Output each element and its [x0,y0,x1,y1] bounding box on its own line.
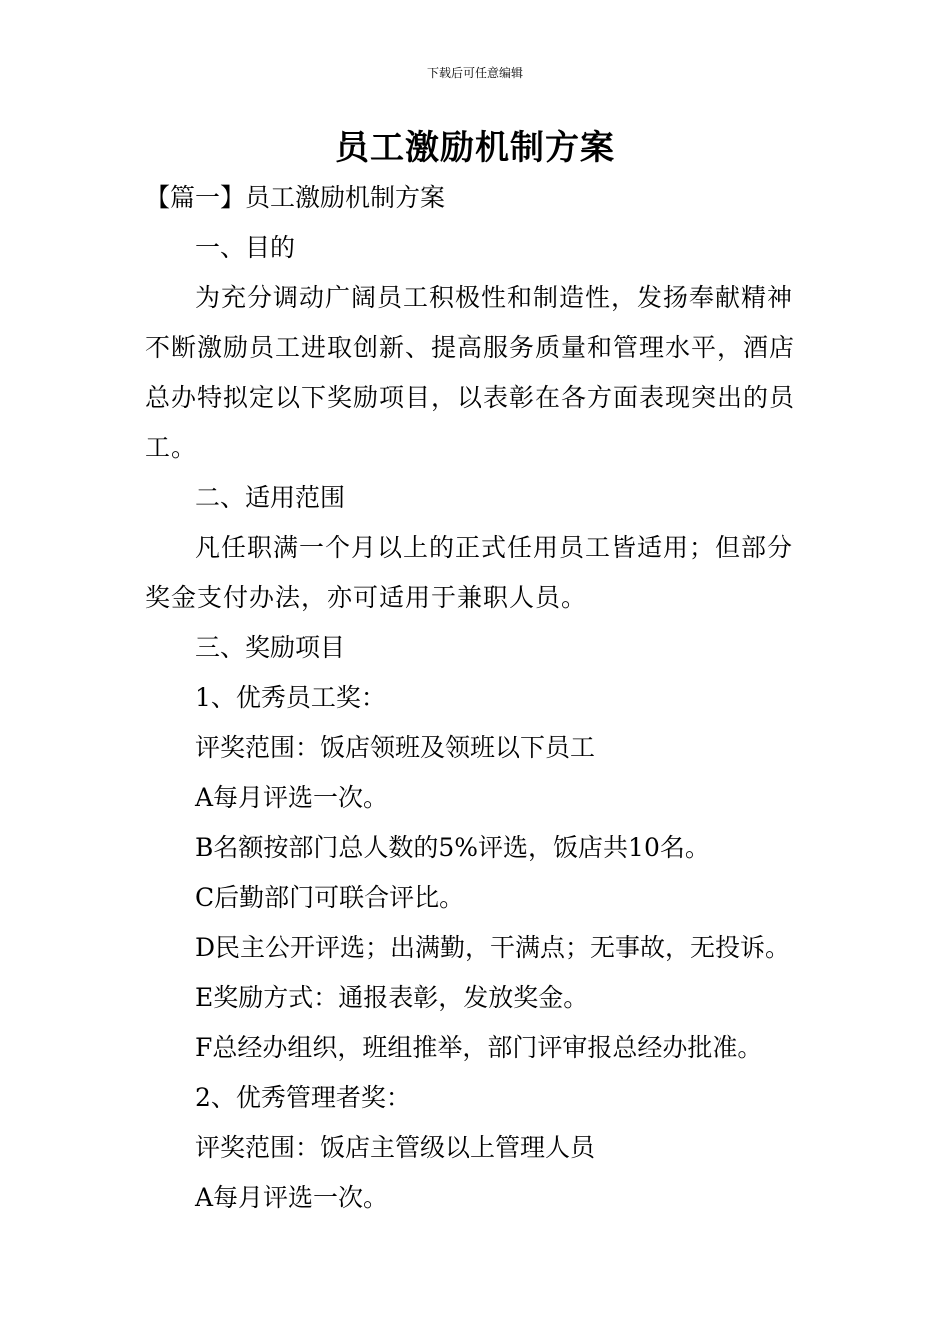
award-1-rule-a: A每月评选一次。 [195,783,389,812]
award-2-title: 2、优秀管理者奖： [195,1083,411,1112]
award-1-scope: 评奖范围：饭店领班及领班以下员工 [195,733,596,762]
award-2-rule-a: A每月评选一次。 [195,1183,389,1212]
award-1-title: 1、优秀员工奖： [195,683,386,712]
award-1-rule-e: E奖励方式：通报表彰，发放奖金。 [195,983,589,1012]
document-title: 员工激励机制方案 [335,128,615,168]
document-body [145,173,810,1223]
award-2-scope: 评奖范围：饭店主管级以上管理人员 [195,1133,596,1162]
heading-purpose: 一、目的 [195,233,296,262]
award-1-rule-b: B名额按部门总人数的5%评选，饭店共10名。 [195,833,710,862]
award-1-rule-c: C后勤部门可联合评比。 [195,883,465,912]
heading-award-items: 三、奖励项目 [195,633,346,662]
heading-scope: 二、适用范围 [195,483,346,512]
section-heading: 【篇一】员工激励机制方案 [145,183,446,212]
paragraph-scope: 凡任职满一个月以上的正式任用员工皆适用；但部分奖金支付办法，亦可适用于兼职人员。 [145,533,794,612]
page-header-note: 下载后可任意编辑 [426,66,523,80]
paragraph-purpose: 为充分调动广阔员工积极性和制造性，发扬奉献精神不断激励员工进取创新、提高服务质量和管理水平，酒店总办特拟定以下奖励项目，以表彰在各方面表现突出的员工。 [145,283,796,462]
award-1-rule-d: D民主公开评选；出满勤，干满点；无事故，无投诉。 [195,933,791,962]
award-1-rule-f: F总经办组织，班组推举，部门评审报总经办批准。 [195,1033,763,1062]
